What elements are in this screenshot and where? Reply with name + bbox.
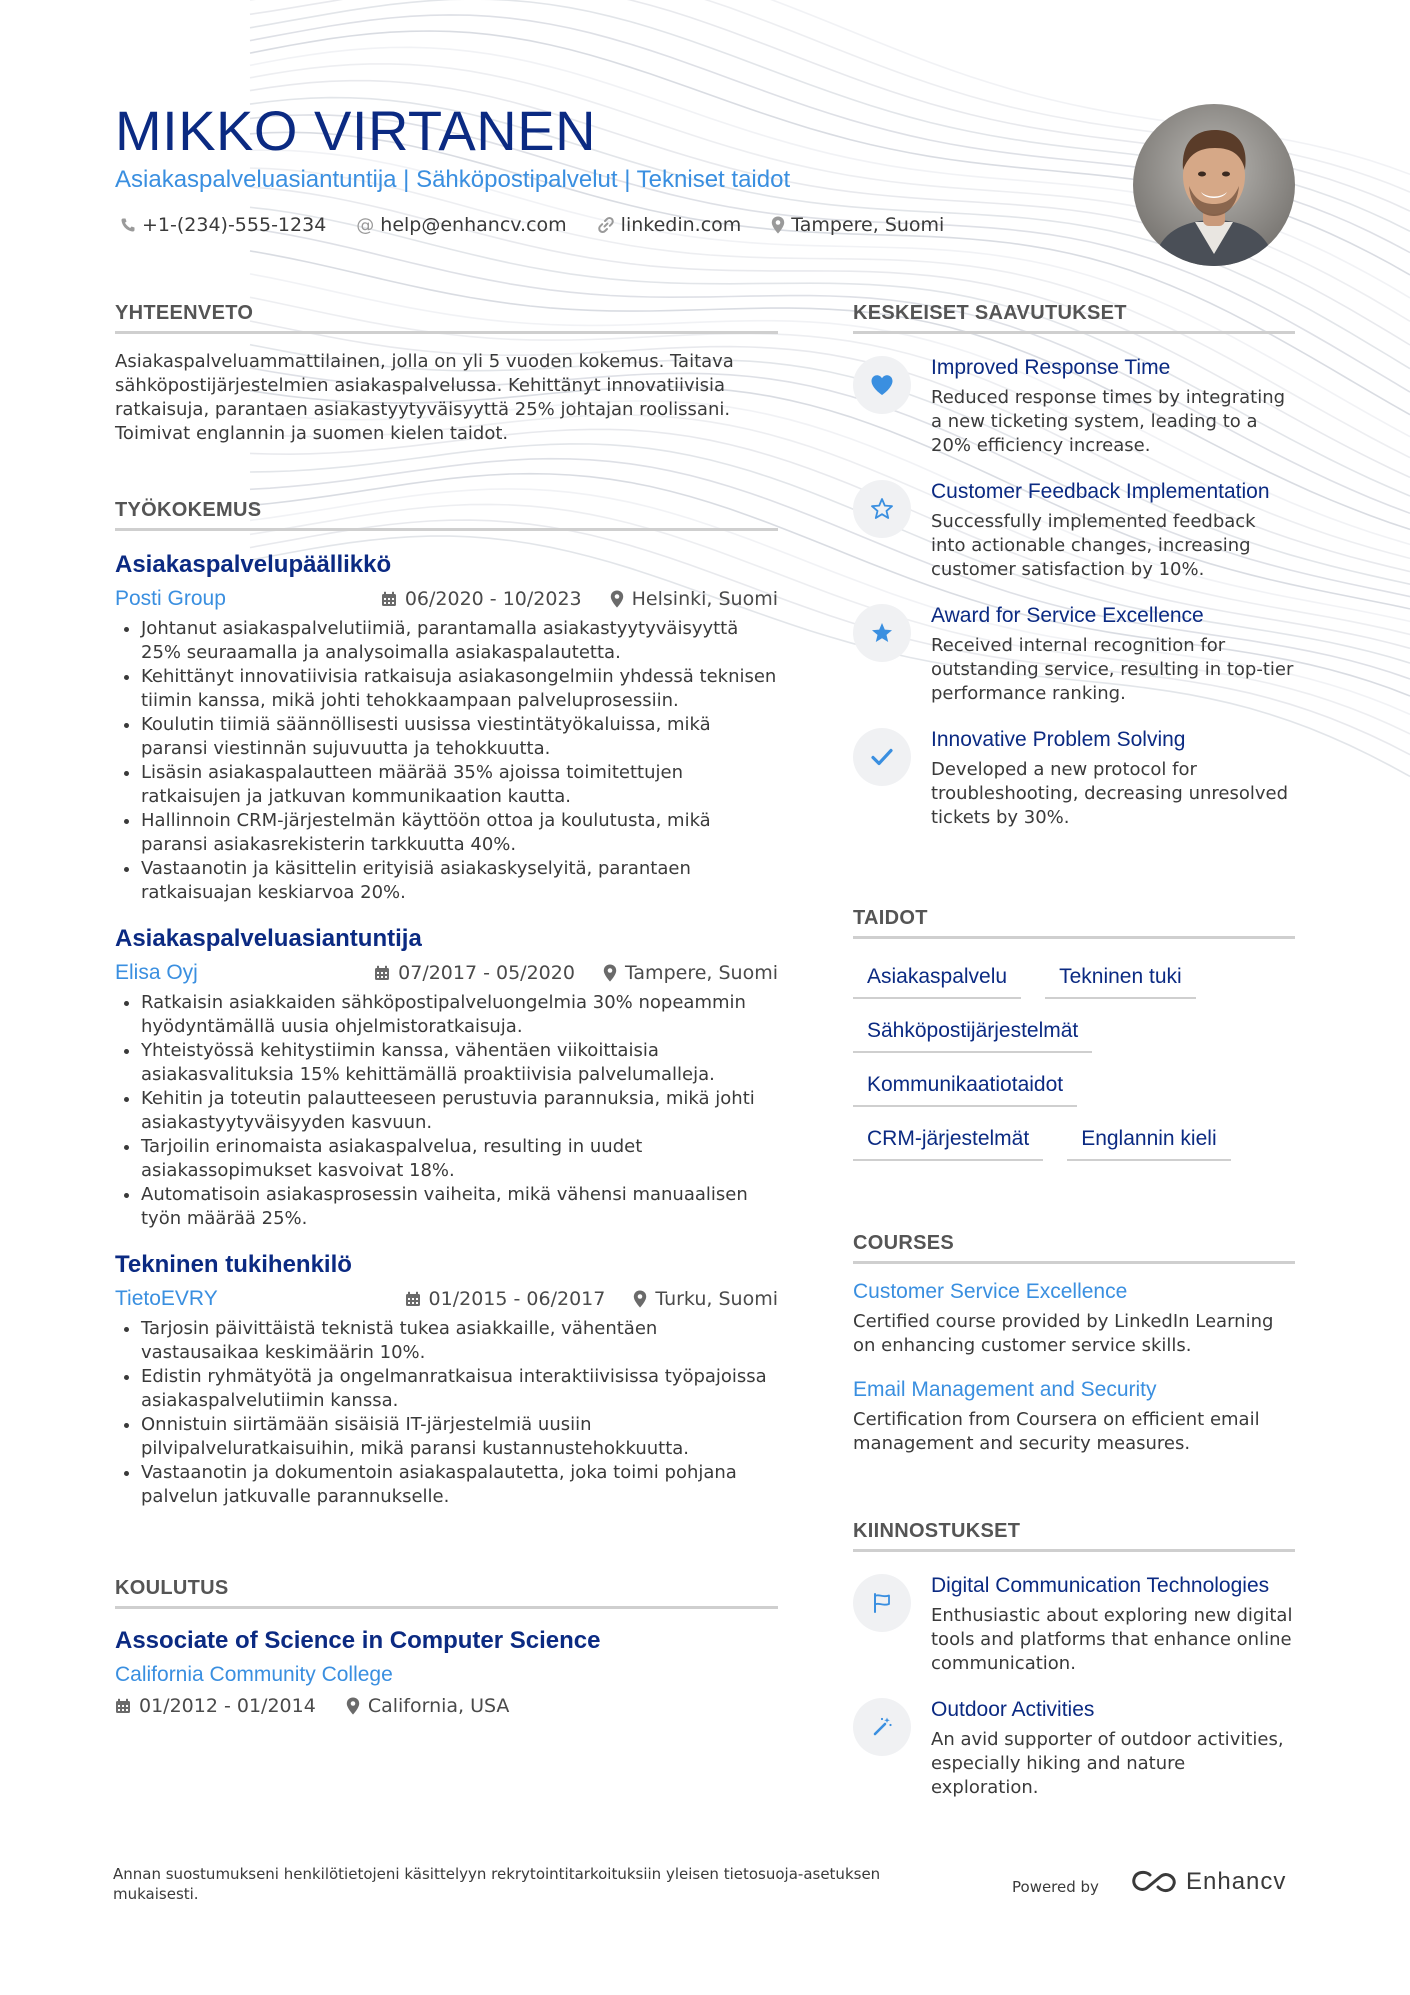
achievement-text: Reduced response times by integrating a new ticketing system, leading to a 20% efficiency increase. [931,387,1286,456]
job-dates-text: 01/2015 - 06/2017 [428,1288,606,1310]
courses-section [853,1232,1295,1456]
location-pin-icon [603,964,617,982]
course-text: Certification from Coursera on efficient email management and security measures. [853,1409,1260,1454]
contact-linkedin[interactable] [597,214,742,236]
summary-section [115,302,778,446]
course-title: Email Management and Security [853,1378,1157,1401]
course-item [853,1280,1295,1358]
job-location [610,588,778,610]
summary-text: Asiakaspalveluammattilainen, jolla on yli 5 vuoden kokemus. Taitava sähköpostijärjestelmien asiakaspalvelussa. Kehittänyt innovatiivisia ratkaisuja, parantaen asiakastyytyväisyyttä 25% johtajan roolissani. Toimivat englannin ja suomen kielen taidot. [115,351,734,444]
check-icon [853,728,911,786]
brand-name: Enhancv [1186,1868,1287,1895]
job-title: Asiakaspalveluasiantuntija [115,925,422,952]
star-outline-icon [853,480,911,538]
company-name: Elisa Oyj [115,961,198,984]
consent-note: Annan suostumukseni henkilötietojeni käsittelyyn rekrytointitarkoituksiin yleisen tietosuoja-asetuksen mukaisesti. [113,1865,881,1903]
calendar-icon [374,965,390,981]
bullet-item: • Onnistuin siirtämään sisäisiä IT-järjestelmiä uusiin pilvipalveluratkaisuihin, mikä paransi kustannustehokkuutta. [141,1413,778,1461]
job-dates [374,962,575,984]
calendar-icon [405,1291,421,1307]
job-location-text: Turku, Suomi [655,1288,778,1310]
at-icon: @ [356,214,375,236]
job-dates-text: 07/2017 - 05/2020 [398,962,575,984]
linkedin-text: linkedin.com [620,214,742,236]
profile-photo [1133,104,1295,266]
job-dates [405,1288,606,1310]
location-pin-icon [610,590,624,608]
achievement-text: Successfully implemented feedback into actionable changes, increasing customer satisfaction by 10%. [931,511,1256,580]
job-entry [115,551,778,905]
bullet-item: • Tarjosin päivittäistä teknistä tukea asiakkaille, vähentäen vastausaikaa keskimäärin 10%. [141,1317,778,1365]
achievement-item [853,604,1295,706]
achievement-text: Received internal recognition for outstanding service, resulting in top-tier performance ranking. [931,635,1294,704]
job-location [633,1288,778,1310]
bullet-item: • Edistin ryhmätyötä ja ongelmanratkaisua interaktiivisissa työpajoissa asiakaspalvelutiimin kanssa. [141,1365,778,1413]
location-pin-icon [346,1697,360,1715]
job-meta [115,587,778,611]
education-dates [115,1695,316,1717]
headline: Asiakaspalveluasiantuntija | Sähköpostipalvelut | Tekniset taidot [115,166,791,193]
job-meta [115,961,778,985]
interest-text: An avid supporter of outdoor activities, especially hiking and nature exploration. [931,1729,1284,1798]
job-bullets [115,1317,778,1509]
powered-by-label: Powered by [1012,1878,1099,1896]
email-text: help@enhancv.com [380,214,567,236]
bullet-item: • Tarjoilin erinomaista asiakaspalvelua, resulting in uudet asiakassopimukset kasvoivat 18%. [141,1135,778,1183]
achievement-item [853,356,1295,458]
skill-tag: Asiakaspalvelu [853,955,1021,999]
job-entry [115,925,778,1231]
course-title: Customer Service Excellence [853,1280,1128,1303]
contact-phone[interactable] [120,214,326,236]
education-dates-text: 01/2012 - 01/2014 [139,1695,316,1717]
contact-location [771,214,944,236]
job-location-text: Helsinki, Suomi [631,588,778,610]
skill-tag: CRM-järjestelmät [853,1117,1043,1161]
contact-bar [120,214,944,236]
education-location [346,1695,510,1717]
bullet-item: • Ratkaisin asiakkaiden sähköpostipalveluongelmia 30% nopeammin hyödyntämällä uusia ohjelmistoratkaisuja. [141,991,778,1039]
contact-email[interactable] [356,214,566,236]
education-meta [115,1695,778,1717]
interest-item [853,1698,1295,1800]
interest-item [853,1574,1295,1676]
achievements-section [853,302,1295,830]
bullet-item: • Vastaanotin ja käsittelin erityisiä asiakaskyselyitä, parantaen ratkaisuajan keskiarvoa 20%. [141,857,778,905]
candidate-name: MIKKO VIRTANEN [115,99,597,162]
bullet-item: • Kehitin ja toteutin palautteeseen perustuvia parannuksia, mikä johti asiakastyytyväisyyden kasvuun. [141,1087,778,1135]
interests-section [853,1520,1295,1800]
section-title-experience: TYÖKOKEMUS [115,499,778,531]
section-title-skills: TAIDOT [853,907,1295,939]
job-location [603,962,778,984]
job-title: Tekninen tukihenkilö [115,1251,352,1278]
magic-wand-icon [853,1698,911,1756]
bullet-item: • Johtanut asiakaspalvelutiimiä, parantamalla asiakastyytyväisyyttä 25% seuraamalla ja analysoimalla asiakaspalautetta. [141,617,778,665]
phone-text: +1-(234)-555-1234 [142,214,327,236]
achievement-item [853,728,1295,830]
section-title-summary: YHTEENVETO [115,302,778,334]
location-pin-icon [633,1290,647,1308]
course-item [853,1378,1295,1456]
location-text: Tampere, Suomi [791,214,945,236]
skill-tag: Kommunikaatiotaidot [853,1063,1077,1107]
bullet-item: • Koulutin tiimiä säännöllisesti uusissa viestintätyökaluissa, mikä paransi viestinnän sujuvuutta ja tehokkuutta. [141,713,778,761]
job-title: Asiakaspalvelupäällikkö [115,551,392,578]
job-bullets [115,617,778,905]
flag-icon [853,1574,911,1632]
job-entry [115,1251,778,1509]
degree-title: Associate of Science in Computer Science [115,1627,601,1654]
section-title-achievements: KESKEISET SAAVUTUKSET [853,302,1295,334]
link-icon [597,216,615,234]
interest-text: Enthusiastic about exploring new digital tools and platforms that enhance online communication. [931,1605,1293,1674]
bullet-item: • Kehittänyt innovatiivisia ratkaisuja asiakasongelmiin yhdessä teknisen tiimin kanssa, mikä johti tehokkaampaan palveluprosessiin. [141,665,778,713]
skill-tag: Sähköpostijärjestelmät [853,1009,1092,1053]
achievement-title: Award for Service Excellence [931,604,1204,627]
interest-title: Digital Communication Technologies [931,1574,1270,1597]
enhancv-logo-icon [1130,1869,1178,1895]
bullet-item: • Yhteistyössä kehitystiimin kanssa, vähentäen viikoittaisia asiakasvalituksia 15% kehittämällä proaktiivisia palvelumalleja. [141,1039,778,1087]
section-title-education: KOULUTUS [115,1577,778,1609]
job-bullets [115,991,778,1231]
education-section [115,1577,778,1717]
job-location-text: Tampere, Suomi [624,962,778,984]
interest-title: Outdoor Activities [931,1698,1095,1721]
skill-tag: Englannin kieli [1067,1117,1230,1161]
achievement-title: Innovative Problem Solving [931,728,1186,751]
achievement-item [853,480,1295,582]
education-location-text: California, USA [367,1695,510,1717]
company-name: Posti Group [115,587,226,610]
skills-section [853,907,1295,1161]
job-meta [115,1287,778,1311]
achievement-text: Developed a new protocol for troubleshooting, decreasing unresolved tickets by 30%. [931,759,1289,828]
bullet-item: • Hallinnoin CRM-järjestelmän käyttöön ottoa ja koulutusta, mikä paransi asiakasrekisterin tarkkuutta 40%. [141,809,778,857]
heart-icon [853,356,911,414]
bullet-item: • Lisäsin asiakaspalautteen määrää 35% ajoissa toimitettujen ratkaisujen ja jatkuvan kommunikaation kautta. [141,761,778,809]
skill-tag: Tekninen tuki [1045,955,1196,999]
achievement-title: Customer Feedback Implementation [931,480,1270,503]
course-text: Certified course provided by LinkedIn Learning on enhancing customer service skills. [853,1311,1274,1356]
section-title-courses: COURSES [853,1232,1295,1264]
job-dates-text: 06/2020 - 10/2023 [404,588,582,610]
bullet-item: • Vastaanotin ja dokumentoin asiakaspalautetta, joka toimi pohjana palvelun jatkuvalle parannukselle. [141,1461,778,1509]
skills-list [853,955,1273,1161]
school-name: California Community College [115,1663,393,1686]
location-pin-icon [771,216,785,234]
brand-logo[interactable] [1130,1868,1286,1896]
achievement-title: Improved Response Time [931,356,1171,379]
section-title-interests: KIINNOSTUKSET [853,1520,1295,1552]
calendar-icon [381,591,397,607]
calendar-icon [115,1698,131,1714]
phone-icon [120,217,136,233]
company-name: TietoEVRY [115,1287,218,1310]
job-dates [381,588,582,610]
experience-section [115,499,778,1509]
star-icon [853,604,911,662]
bullet-item: • Automatisoin asiakasprosessin vaiheita, mikä vähensi manuaalisen työn määrää 25%. [141,1183,778,1231]
